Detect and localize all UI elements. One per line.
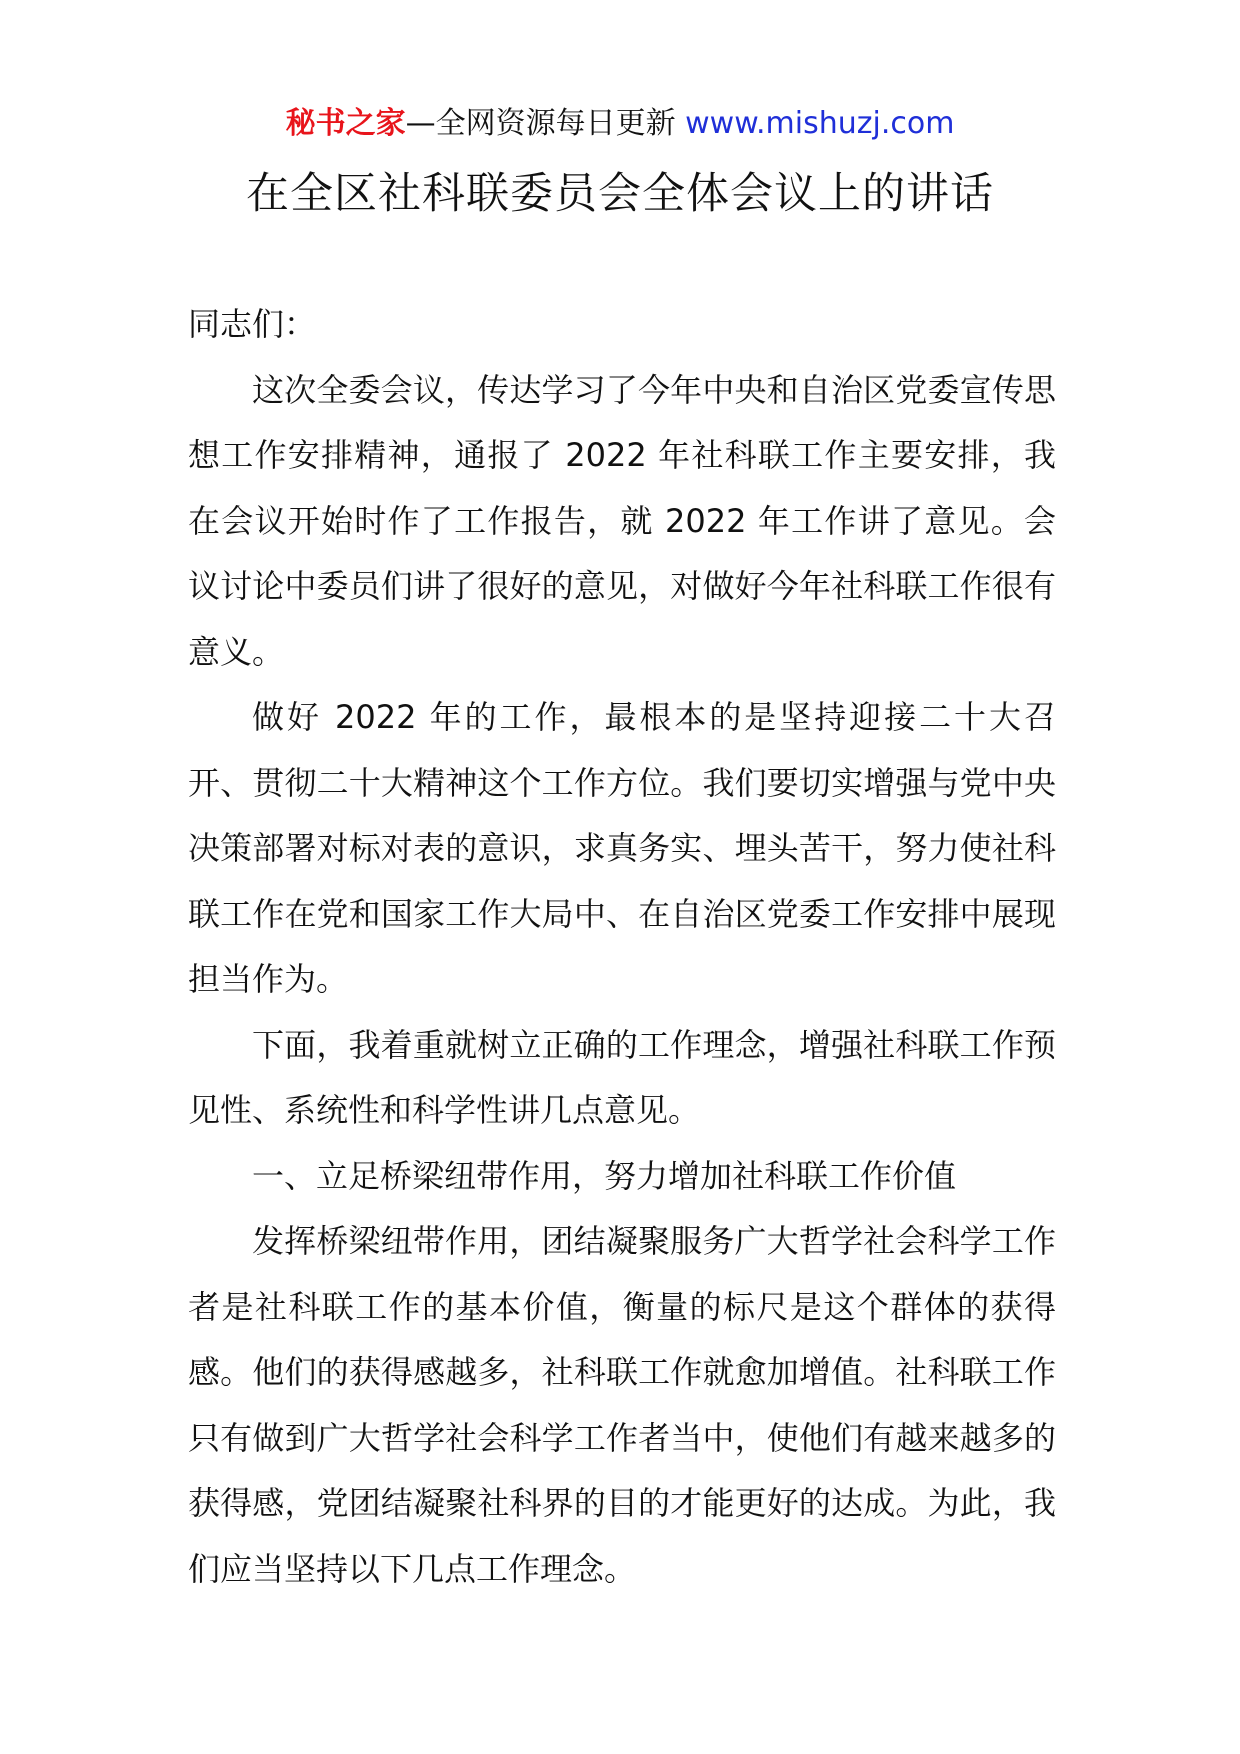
site-url-link[interactable]: www.mishuzj.com xyxy=(685,106,955,141)
brand-name: 秘书之家 xyxy=(285,106,406,141)
paragraph-3: 下面，我着重就树立正确的工作理念，增强社科联工作预见性、系统性和科学性讲几点意见。 xyxy=(188,1025,1056,1129)
site-header xyxy=(0,104,1240,144)
document-title: 在全区社科联委员会全体会议上的讲话 xyxy=(246,169,994,219)
paragraph-1: 这次全委会议，传达学习了今年中央和自治区党委宣传思想工作安排精神，通报了 2022 年社科联工作主要安排，我在会议开始时作了工作报告，就 2022 年工作讲了意见。会议讨论中委员们讲了很好的意见，对做好今年社科联工作很有意义。 xyxy=(188,370,1056,671)
document-body xyxy=(188,292,1056,1602)
paragraph-2: 做好 2022 年的工作，最根本的是坚持迎接二十大召开、贯彻二十大精神这个工作方位。我们要切实增强与党中央决策部署对标对表的意识，求真务实、埋头苦干，努力使社科联工作在党和国家工作大局中、在自治区党委工作安排中展现担当作为。 xyxy=(188,698,1056,998)
salutation: 同志们： xyxy=(188,305,317,343)
section-heading: 一、立足桥梁纽带作用，努力增加社科联工作价值 xyxy=(252,1156,957,1195)
section-paragraph-1: 发挥桥梁纽带作用，团结凝聚服务广大哲学社会科学工作者是社科联工作的基本价值，衡量的标尺是这个群体的获得感。他们的获得感越多，社科联工作就愈加增值。社科联工作只有做到广大哲学社会科学工作者当中，使他们有越来越多的获得感，党团结凝聚社科界的目的才能更好的达成。为此，我们应当坚持以下几点工作理念。 xyxy=(188,1222,1056,1588)
header-tagline: —全网资源每日更新 xyxy=(405,106,686,141)
